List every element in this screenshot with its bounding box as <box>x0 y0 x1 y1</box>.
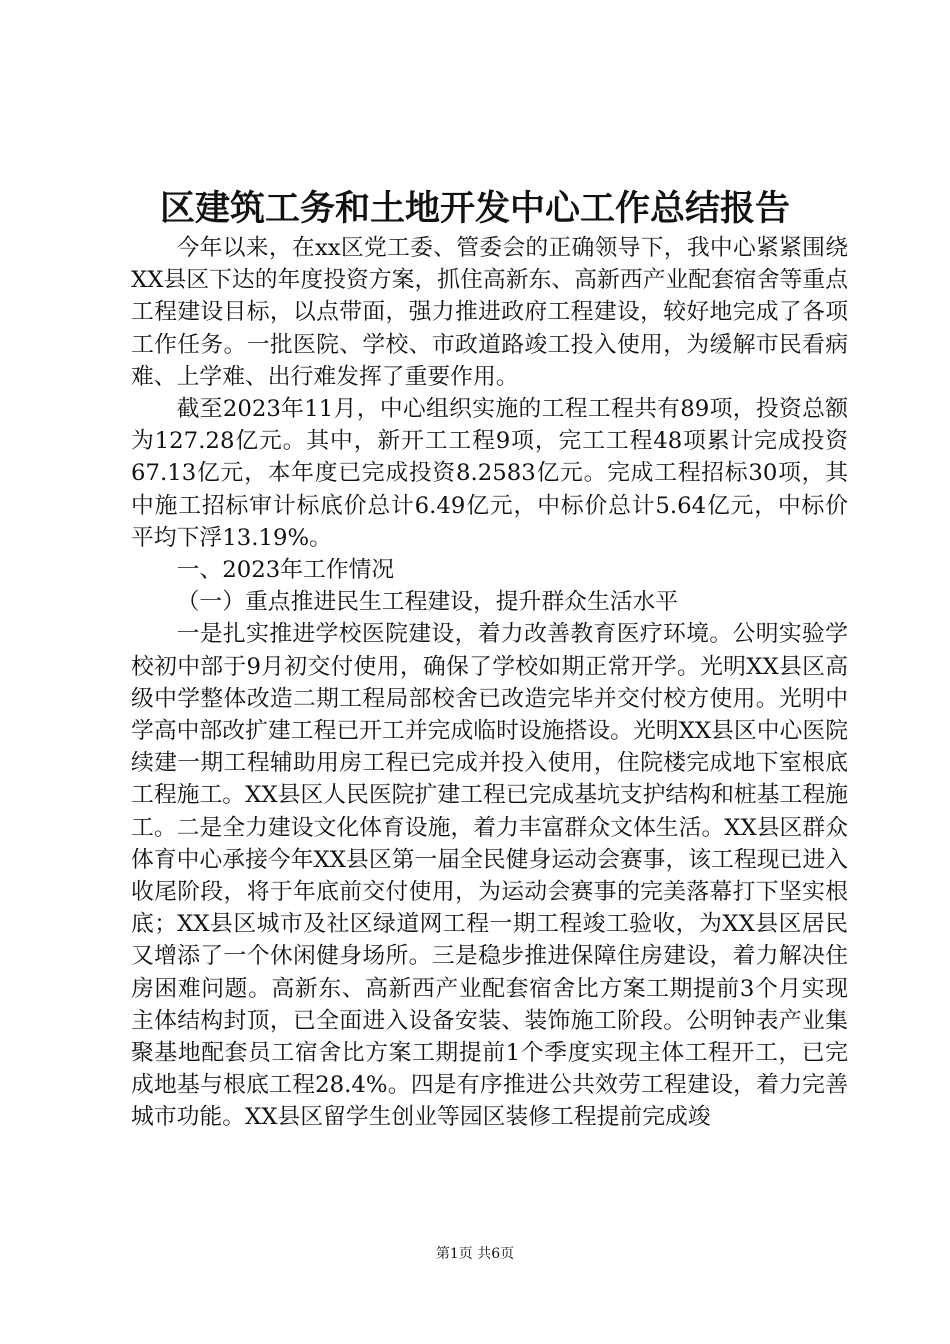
page-number-footer: 第1页 共6页 <box>435 1246 515 1262</box>
subsection-heading: （一）重点推进民生工程建设，提升群众生活水平 <box>176 589 679 616</box>
document-title: 区建筑工务和土地开发中心工作总结报告 <box>159 188 790 229</box>
paragraph-statistics: 截至2023年11月，中心组织实施的工程工程共有89项，投资总额为127.28亿元。其中，新开工工程9项，完工工程48项累计完成投资67.13亿元，本年度已完成投资8.2583亿元。完成工程招标30项，其中施工招标审计标底价总计6.49亿元，中标价总计5.64亿元，中标价平均下浮13.19%。 <box>131 396 848 551</box>
paragraph-details: 一是扎实推进学校医院建设，着力改善教育医疗环境。公明实验学校初中部于9月初交付使用，确保了学校如期正常开学。光明XX县区高级中学整体改造二期工程局部校舍已改造完毕并交付校方使用。光明中学高中部改扩建工程已开工并完成临时设施搭设。光明XX县区中心医院续建一期工程辅助用房工程已完成并投入使用，住院楼完成地下室根底工程施工。XX县区人民医院扩建工程已完成基坑支护结构和桩基工程施工。二是全力建设文化体育设施，着力丰富群众文体生活。XX县区群众体育中心承接今年XX县区第一届全民健身运动会赛事，该工程现已进入收尾阶段，将于年底前交付使用，为运动会赛事的完美落幕打下坚实根底；XX县区城市及社区绿道网工程一期工程竣工验收，为XX县区居民又增添了一个休闲健身场所。三是稳步推进保障住房建设，着力解决住房困难问题。高新东、高新西产业配套宿舍比方案工期提前3个月实现主体结构封顶，已全面进入设备安装、装饰施工阶段。公明钟表产业集聚基地配套员工宿舍比方案工期提前1个季度实现主体工程开工，已完成地基与根底工程28.4%。四是有序推进公共效劳工程建设，着力完善城市功能。XX县区留学生创业等园区装修工程提前完成竣 <box>131 621 848 1131</box>
section-heading: 一、2023年工作情况 <box>176 557 395 584</box>
paragraph-intro: 今年以来，在xx区党工委、管委会的正确领导下，我中心紧紧围绕XX县区下达的年度投资方案，抓住高新东、高新西产业配套宿舍等重点工程建设目标，以点带面，强力推进政府工程建设，较好地完成了各项工作任务。一批医院、学校、市政道路竣工投入使用，为缓解市民看病难、上学难、出行难发挥了重要作用。 <box>131 235 848 390</box>
document-body <box>131 232 848 1134</box>
